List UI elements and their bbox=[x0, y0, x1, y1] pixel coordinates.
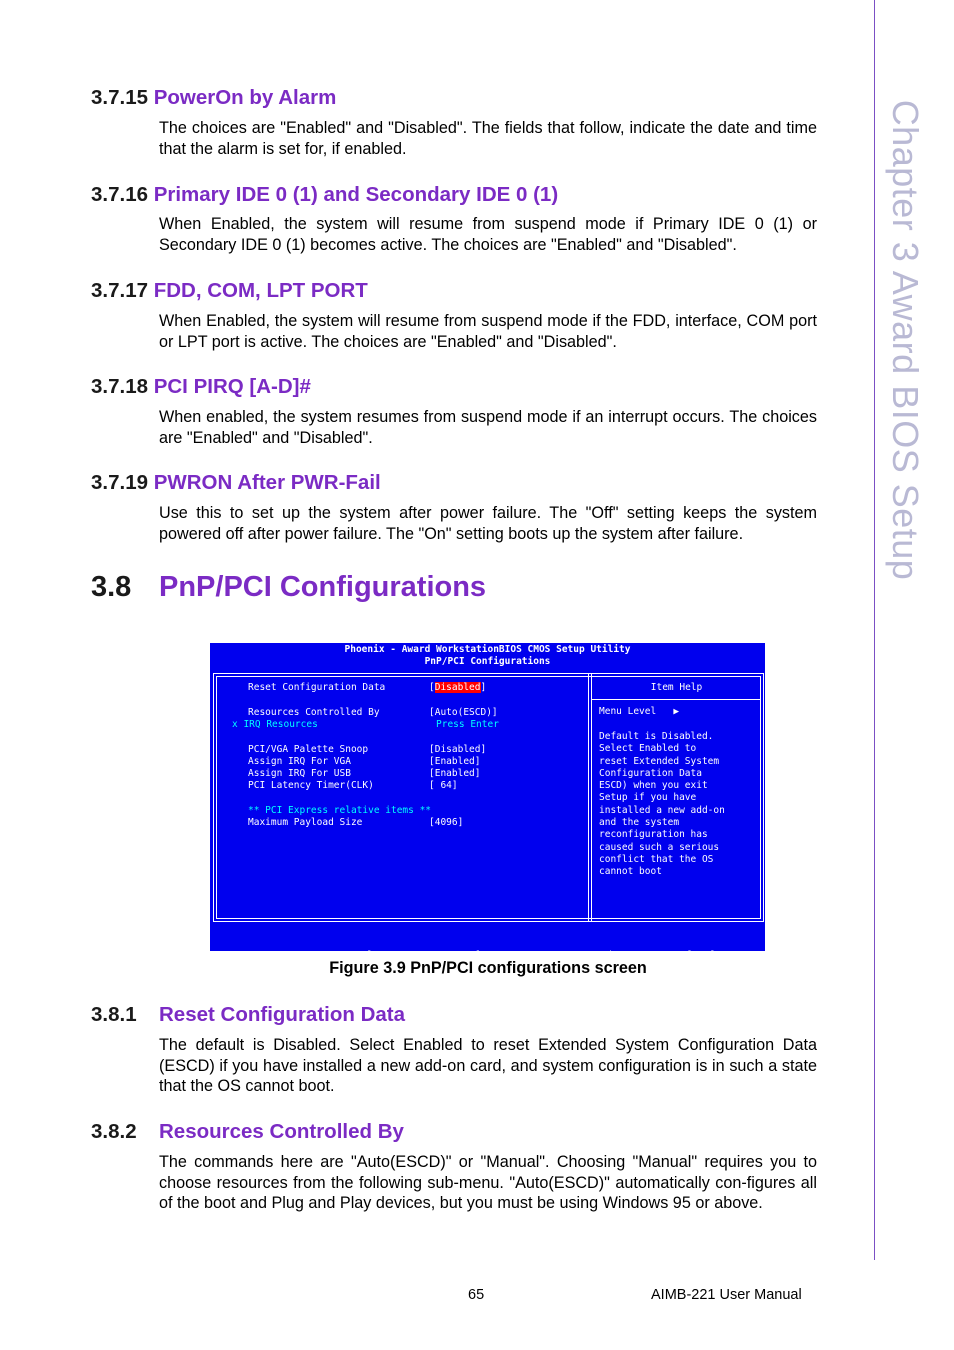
bios-row-pci-express-label: ** PCI Express relative items ** bbox=[248, 805, 432, 816]
heading-3-7-19: 3.7.19 PWRON After PWR-Fail bbox=[91, 471, 381, 494]
bios-value-pci-vga-snoop[interactable]: [Disabled] bbox=[429, 744, 487, 755]
bios-highlight-value: Disabled bbox=[434, 682, 481, 693]
heading-3-8-1: 3.8.1 Reset Configuration Data bbox=[91, 1003, 406, 1026]
bios-help-line: Select Enabled to bbox=[599, 743, 697, 755]
bios-help-line: reconfiguration has bbox=[599, 829, 708, 841]
side-chapter-title: Chapter 3 Award BIOS Setup bbox=[885, 99, 926, 581]
bios-value-irq-vga[interactable]: [Enabled] bbox=[429, 756, 481, 767]
bios-header-subtitle: PnP/PCI Configurations bbox=[424, 656, 551, 668]
bios-help-line: cannot boot bbox=[599, 866, 662, 878]
bios-row-irq-vga[interactable]: Assign IRQ For VGA bbox=[248, 756, 351, 767]
bios-help-line: installed a new add-on bbox=[599, 804, 725, 816]
bios-row-reset-config[interactable]: Reset Configuration Data bbox=[248, 682, 386, 693]
figure-caption: Figure 3.9 PnP/PCI configurations screen bbox=[329, 959, 647, 977]
paragraph-3-7-15: The choices are "Enabled" and "Disabled". The fields that follow, indicate the date and time that the alarm is set for, if enabled. bbox=[159, 119, 817, 158]
bios-row-resources-controlled[interactable]: Resources Controlled By bbox=[248, 707, 380, 718]
bios-value-resources-controlled[interactable]: [Auto(ESCD)] bbox=[429, 707, 498, 718]
chapter-heading: 3.8 PnP/PCI Configurations bbox=[91, 571, 487, 603]
bios-frame bbox=[213, 673, 764, 922]
bios-help-line: and the system bbox=[599, 817, 680, 829]
heading-3-7-17: 3.7.17 FDD, COM, LPT PORT bbox=[91, 279, 368, 302]
bios-value-irq-usb[interactable]: [Enabled] bbox=[429, 768, 481, 779]
paragraph-3-7-19: Use this to set up the system after power failure. The "Off" setting keeps the system powered off after power failure. The "On" setting boots up the system after failure. bbox=[159, 504, 817, 543]
bios-row-pci-vga-snoop[interactable]: PCI/VGA Palette Snoop bbox=[248, 744, 369, 755]
paragraph-3-7-16: When Enabled, the system will resume from suspend mode if Primary IDE 0 (1) or Secondary IDE 0 (1) becomes active. The choices are "Enabled" and "Disabled". bbox=[159, 215, 817, 254]
bios-footer-keys: ↑↓→←:Move Enter:Select +/-/PU/PD:Value F10:Save ESC:Exit F1:General Help bbox=[253, 949, 722, 961]
bios-help-line: reset Extended System bbox=[599, 755, 720, 767]
paragraph-3-8-1: The default is Disabled. Select Enabled to reset Extended System Configuration Data (ESCD) if you have installed a new add-on card, and system configuration is in such a state that the OS cannot boot. bbox=[159, 1036, 817, 1096]
bios-row-latency-timer[interactable]: PCI Latency Timer(CLK) bbox=[248, 780, 374, 791]
heading-3-7-16: 3.7.16 Primary IDE 0 (1) and Secondary IDE 0 (1) bbox=[91, 183, 559, 206]
bios-help-line: ESCD) when you exit bbox=[599, 780, 708, 792]
bios-value-reset-config[interactable]: [Disabled] bbox=[429, 682, 487, 693]
bios-help-line: caused such a serious bbox=[599, 841, 720, 853]
bios-row-irq-usb[interactable]: Assign IRQ For USB bbox=[248, 768, 351, 779]
bios-header-title: Phoenix - Award WorkstationBIOS CMOS Setup Utility bbox=[344, 644, 631, 655]
bios-menu-level: Menu Level ▶ bbox=[599, 706, 680, 717]
bios-help-line: Setup if you have bbox=[599, 792, 697, 804]
paragraph-3-7-18: When enabled, the system resumes from suspend mode if an interrupt occurs. The choices are "Enabled" and "Disabled". bbox=[159, 408, 817, 447]
bios-row-irq-resources[interactable]: x IRQ Resources bbox=[232, 719, 318, 730]
heading-3-7-18: 3.7.18 PCI PIRQ [A-D]# bbox=[91, 375, 311, 398]
bios-row-max-payload[interactable]: Maximum Payload Size bbox=[248, 817, 363, 828]
manual-title: AIMB-221 User Manual bbox=[651, 1287, 802, 1303]
heading-3-8-2: 3.8.2 Resources Controlled By bbox=[91, 1120, 404, 1143]
page-number: 65 bbox=[468, 1287, 485, 1303]
bios-value-latency-timer[interactable]: [ 64] bbox=[429, 780, 458, 791]
bios-help-line: Configuration Data bbox=[599, 767, 702, 779]
heading-3-7-15: 3.7.15 PowerOn by Alarm bbox=[91, 86, 337, 109]
bios-footer-defaults: F5:Previous Values F7: SetUp Defaults bbox=[344, 986, 631, 998]
bios-help-title: Item Help bbox=[592, 677, 761, 700]
bios-help-line: conflict that the OS bbox=[599, 853, 714, 865]
paragraph-3-8-2: The commands here are "Auto(ESCD)" or "Manual". Choosing "Manual" requires you to choose resources from the following sub-menu. "Auto(ESCD)" automatically con-figures all of the boot and Plug and Play devices, but you must be using Windows 95 or above. bbox=[159, 1153, 817, 1213]
bios-value-irq-resources[interactable]: Press Enter bbox=[436, 719, 499, 730]
margin-rule bbox=[874, 0, 875, 1260]
paragraph-3-7-17: When Enabled, the system will resume from suspend mode if the FDD, interface, COM port or LPT port is active. The choices are "Enabled" and "Disabled". bbox=[159, 312, 817, 351]
bios-value-max-payload[interactable]: [4096] bbox=[429, 817, 464, 828]
bios-help-text bbox=[599, 731, 725, 879]
bios-help-line: Default is Disabled. bbox=[599, 731, 714, 742]
bios-header bbox=[210, 644, 765, 669]
